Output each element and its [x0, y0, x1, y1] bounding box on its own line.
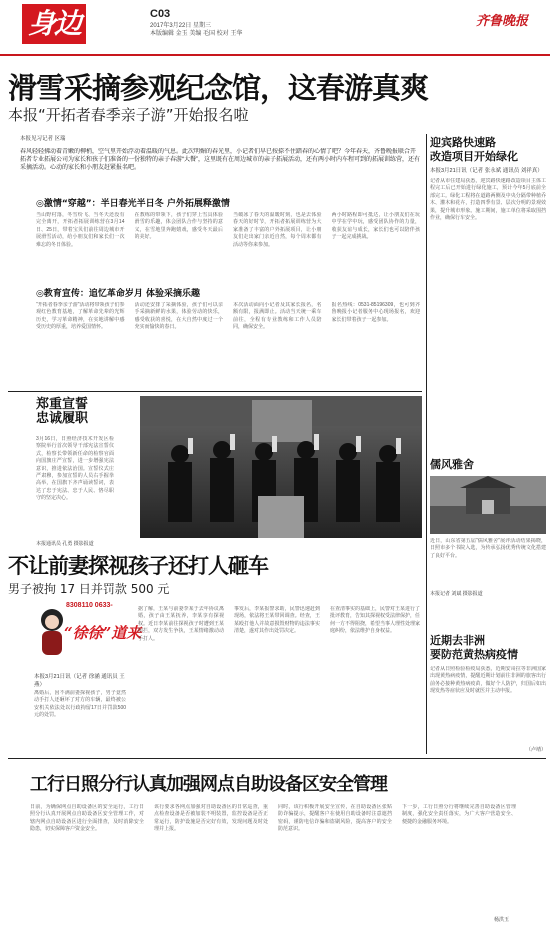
main-subhead: 本报“开拓者春季亲子游”开始报名啦: [8, 106, 249, 124]
columnist-hotline: 8308110 0633-: [66, 602, 113, 609]
yellowfever-title-line2: 要防范黄热病疫情: [430, 648, 518, 661]
bank-col4: 下一步，工行日照分行将继续完善自助设备区管理制度，强化安全责任落实，为广大客户营造安全、便捷的金融服务环境。: [402, 804, 516, 825]
section2-col4: 报名热线：0531-85196309，也可到齐鲁晚报小记者服务中心现场报名，欢迎家长们带着孩子一起参加。: [331, 302, 420, 323]
columnist-box: [34, 600, 142, 664]
oath-title: [36, 398, 88, 426]
page-number: C03: [150, 8, 171, 20]
academy-credit: 本报记者 刘斌 摄影报道: [430, 591, 483, 597]
page-meta-line1: 2017年3月22日 星期三: [150, 23, 212, 29]
academy-title: 儒风雅舍: [430, 458, 474, 471]
sidebar-item-road: [430, 136, 546, 416]
oath-ceremony-photo: [140, 396, 422, 538]
domestic-col1: 离婚后，因不满前妻探视孩子，男子竟然动手打人还砸坏了对方的车辆，最终被公安机关依法处以行政拘留17日并罚款500元的处罚。: [34, 690, 126, 719]
main-lead: 春风轻轻拂动着青嫩的柳梢，空气里开始浮动着温暖的气息。此次明媚的春光里，小记者们早已按捺不住踏春的心情了吧？今年春天，齐鲁晚报联合开拓者专业拓展公司为家长和孩子们准备的一份独特的亲子春游“大餐”，这里既有在周边城市的亲子拓展活动，还有两小时内车程可到的拓展训练营，还有采摘活动。心动的家长和小朋友赶紧报名吧。: [20, 149, 420, 171]
yellowfever-credit: （卢靖）: [525, 747, 546, 753]
academy-body: 近日，山东省第五届“儒风雅舍”展评活动结果揭晓，日照市多个书院入选，为传承弘扬优秀传统文化搭建了良好平台。: [430, 538, 546, 559]
yellowfever-body: 记者从日照检验检疫局获悉，近期安哥拉等非洲国家出现黄热病疫情，提醒近期计划前往非洲的旅客出行前务必接种黄热病疫苗，做好个人防护，归国后如出现发热等症状应及时就医并主动申报。: [430, 666, 546, 695]
domestic-headline: 不让前妻探视孩子还打人砸车: [8, 554, 268, 578]
oath-title-line2: 忠诚履职: [36, 411, 89, 426]
road-byline: 本报3月21日讯（记者 张永斌 通讯员 刘祥真）: [430, 168, 543, 174]
domestic-byline: 本报3月21日讯（记者 徐涵 通讯员 王燕）: [34, 674, 125, 688]
section2-col1: “开拓者春季亲子游”活动将带领孩子们参观红色教育基地，了解革命先辈的光辉历史，学习革命精神，在实地讲解中感受历史的厚重，培养爱国情怀。: [36, 302, 125, 331]
sidebar-item-academy: [430, 458, 546, 597]
yellowfever-title-line1: 近期去非洲: [430, 634, 485, 647]
section1-col1: 当山野村落，冬雪纷飞、当冬天还没有完全离开，开拓者拓展训练营在3月14日、25日，带着宝贝们前往周边城市开展滑雪活动，给小朋友们和家长们一次难忘的冬日体验。: [36, 212, 125, 248]
section2-col3: 本次活动面向小记者及其家长报名，名额有限，报满即止。活动当天统一乘车前往，全程有专业教练和工作人员陪同，确保安全。: [233, 302, 322, 331]
oath-credit: 本报通讯员 孔勇 摄影报道: [36, 541, 94, 547]
domestic-col3: 事发后，李某报警求助，民警迅速赶到现场，依法将王某带回调查。经查，王某殴打他人并故意损毁财物的违法事实清楚，遂对其作出处罚决定。: [234, 606, 320, 635]
page-meta: [150, 22, 242, 38]
section1-col4: 两小时路程即可抵达，让小朋友们在玩中学在学中玩，感受团队协作的力量，收获友谊与成长，家长们也可以陪伴孩子一起完成挑战。: [331, 212, 420, 241]
section1-columns: [36, 212, 420, 284]
section1-col2: 在教练的带领下，孩子们穿上雪具体验滑雪的乐趣，体会团队合作与坚持的意义，在雪地里奔跑嬉戏，感受冬天最后的美好。: [134, 212, 223, 241]
section1-title: ◎激情“穿越”：半日春光半日冬 户外拓展释激情: [36, 199, 230, 209]
road-title-line1: 迎宾路快速路: [430, 136, 496, 149]
academy-photo: [430, 476, 546, 534]
section2-columns: [36, 302, 420, 388]
bank-columns: [30, 804, 516, 920]
domestic-col2: 据了解，王某与前妻李某于去年协议离婚，孩子由王某抚养，李某享有探视权。近日李某前往探视孩子时遭到王某阻拦，双方发生争执，王某情绪激动动手打人。: [138, 606, 224, 642]
divider: [8, 758, 546, 759]
yellowfever-title: [430, 634, 546, 662]
road-body: 记者从市住建局获悉，迎宾路快速路改造项目主体工程完工后已开始进行绿化施工，预计今年5月底前全部完工。绿化工程将在道路两侧及中央分隔带种植乔木、灌木和花卉，打造四季有景、层次分明的景观效果，提升城市形象。施工期间，施工单位将采取围挡作业，确保行车安全。: [430, 178, 546, 222]
section2-title: ◎教育宣传：追忆革命岁月 体验采摘乐趣: [36, 289, 200, 299]
bank-col1: 日前，为确保网点自助设备区的安全运行，工行日照分行认真开展网点自助设备区安全管理工作，对辖内网点自助设备区进行全面排查，及时消除安全隐患，切实保障客户资金安全。: [30, 804, 144, 833]
domestic-col4: 在查清事实的基础上，民警对王某进行了批评教育，告知其探视权受法律保护，任何一方不得阻挠，希望当事人理性处理家庭纠纷，依法维护自身权益。: [330, 606, 420, 635]
newspaper-brand: 齐鲁晚报: [475, 14, 528, 29]
sidebar-divider: [426, 134, 427, 754]
main-headline: 滑雪采摘参观纪念馆，这春游真爽: [8, 71, 429, 105]
columnist-label: “徐徐”道来: [64, 624, 142, 642]
sidebar-item-yellowfever: [430, 634, 546, 753]
masthead: [0, 0, 550, 56]
divider: [8, 391, 422, 392]
bank-headline: 工行日照分行认真加强网点自助设备区安全管理: [30, 774, 387, 795]
bank-col3: 同时，该行积极开展安全宣传，在自助设备区张贴防诈骗提示，提醒客户在使用自助设备时注意遮挡密码，谨防电信诈骗和盗刷风险，提高客户的安全防范意识。: [278, 804, 392, 833]
oath-title-line1: 郑重宣誓: [36, 397, 89, 412]
oath-body: 3月16日，日照经济技术开发区检察院举行首次领导干部宪法宣誓仪式，检察长带领新任命的检察官面向国旗庄严宣誓，进一步增强宪法意识，推进依法治国。宣誓仪式庄严肃穆，参加宣誓的人员右手握拳高举，在国旗下齐声诵读誓词，表达了忠于宪法、忠于人民、恪尽职守的坚定决心。: [36, 436, 114, 502]
bank-credit: 杨洪玉: [494, 917, 510, 923]
main-byline: 本报见习记者 区瑞: [20, 136, 66, 142]
section1-col3: 当破冰了春天的温暖时刻，也是去体验春天的好时节，开拓者拓展训练营为大家准备了丰富的户外拓展项目，让小朋友们走出家门亲近自然，每个周末都有活动等你来参加。: [233, 212, 322, 248]
section2-col2: 活动还安排了采摘体验，孩子们可以亲手采摘新鲜的水果，体验劳动的快乐，感受收获的喜悦，在大自然中度过一个充实而愉快的春日。: [134, 302, 223, 331]
road-title-line2: 改造项目开始绿化: [430, 150, 518, 163]
page-meta-line2: 本版编辑 金玉 美编 毛国 校对 王华: [150, 31, 243, 37]
domestic-subhead: 男子被拘 17 日并罚款 500 元: [8, 582, 170, 596]
road-title: [430, 136, 546, 164]
section-logo: 身边: [22, 4, 86, 44]
bank-col2: 该行要求各网点加强对自助设备区的日常巡查，重点检查设备是否被加装不明装置，监控设备是否正常运行，防护设施是否完好有效，发现问题及时处理并上报。: [154, 804, 268, 833]
